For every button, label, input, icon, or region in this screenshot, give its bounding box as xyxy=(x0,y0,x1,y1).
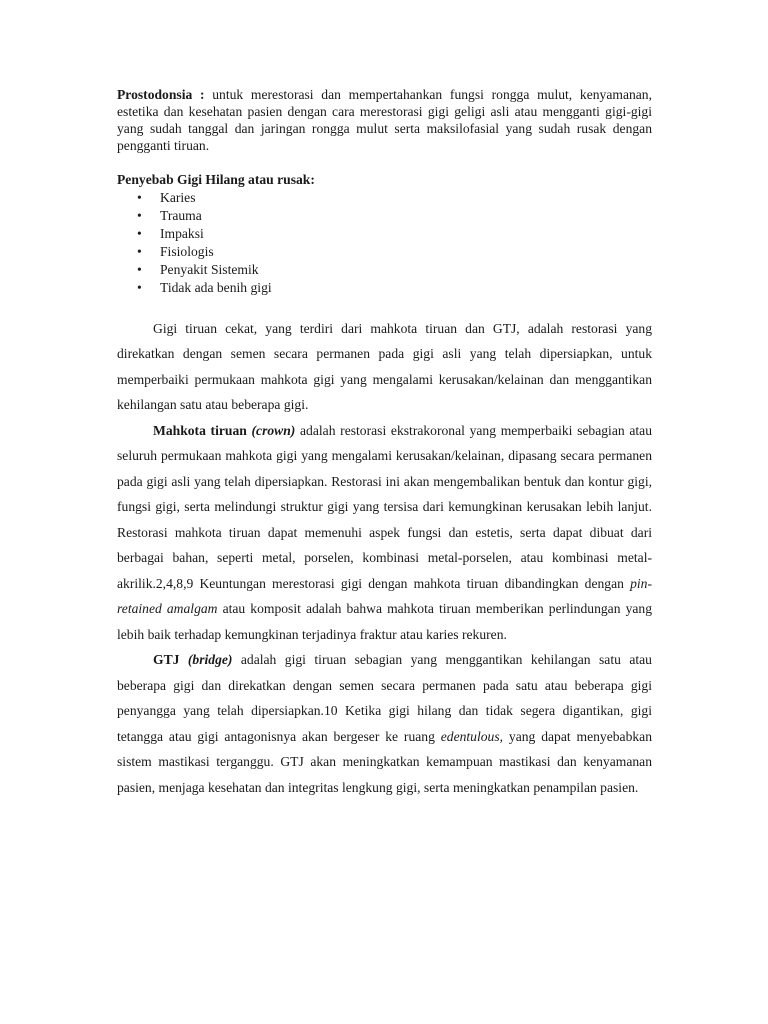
list-item xyxy=(117,261,652,279)
crown-italic: pin-retained amalgam xyxy=(117,575,652,616)
crown-term-italic: (crown) xyxy=(251,422,296,438)
list-item xyxy=(117,243,652,261)
intro-paragraph xyxy=(117,86,652,154)
list-item-label: Penyakit Sistemik xyxy=(160,261,259,277)
list-item-label: Karies xyxy=(160,189,196,205)
bullet-icon: • xyxy=(137,261,142,277)
bridge-text-b: , yang dapat menyebabkan sistem mastikasi terganggu. GTJ akan meningkatkan kemampuan mastikasi dan kenyamanan pasien, menjaga kesehatan dan integritas lengkung gigi, serta meningkatkan penampilan pasien. xyxy=(117,728,652,795)
body-text xyxy=(117,316,652,801)
paragraph-crown xyxy=(117,418,652,648)
list-item xyxy=(117,207,652,225)
bridge-text-a: adalah gigi tiruan sebagian yang menggantikan kehilangan satu atau beberapa gigi dan direkatkan dengan semen secara permanen pada satu atau beberapa gigi penyangga yang telah dipersiapkan.10 Ketika gigi hilang dan tidak segera digantikan, gigi tetangga atau gigi antagonisnya akan bergeser ke ruang xyxy=(117,652,652,744)
list-item-label: Tidak ada benih gigi xyxy=(160,279,272,295)
intro-term: Prostodonsia : xyxy=(117,87,205,102)
list-item xyxy=(117,225,652,243)
crown-term: Mahkota tiruan (crown) xyxy=(153,422,296,438)
causes-heading: Penyebab Gigi Hilang atau rusak: xyxy=(117,172,315,187)
bullet-icon: • xyxy=(137,189,142,205)
bullet-icon: • xyxy=(137,207,142,223)
crown-text-a: adalah restorasi ekstrakoronal yang memperbaiki sebagian atau seluruh permukaan mahkota gigi yang mengalami kerusakan/kelainan, dipasang secara permanen pada gigi asli yang telah dipersiapkan. Restorasi ini akan mengembalikan bentuk dan kontur gigi, fungsi gigi, serta melindungi struktur gigi yang tersisa dari kemungkinan kerusakan lebih lanjut. Restorasi mahkota tiruan dapat memenuhi aspek fungsi dan estetis, serta dapat dibuat dari berbagai bahan, seperti metal, porselen, kombinasi metal-porselen, atau kombinasi metal-akrilik.2,4,8,9 Keuntungan merestorasi gigi dengan mahkota tiruan dibandingkan dengan xyxy=(117,422,652,591)
bullet-icon: • xyxy=(137,243,142,259)
intro-text: untuk merestorasi dan mempertahankan fungsi rongga mulut, kenyamanan, estetika dan kesehatan pasien dengan cara merestorasi gigi geligi asli atau mengganti gigi-gigi yang sudah tanggal dan jaringan rongga mulut serta maksilofasial yang sudah rusak dengan pengganti tiruan. xyxy=(117,87,653,153)
list-item-label: Fisiologis xyxy=(160,243,214,259)
list-item xyxy=(117,189,652,207)
paragraph-bridge xyxy=(117,647,652,800)
list-item-label: Trauma xyxy=(160,207,202,223)
bridge-term-italic: (bridge) xyxy=(187,652,233,667)
bullet-icon: • xyxy=(137,279,142,295)
bullet-icon: • xyxy=(137,225,142,241)
list-item xyxy=(117,279,652,297)
list-item-label: Impaksi xyxy=(160,225,204,241)
causes-list xyxy=(117,189,652,297)
paragraph-fixed-denture: Gigi tiruan cekat, yang terdiri dari mahkota tiruan dan GTJ, adalah restorasi yang direkatkan dengan semen secara permanen pada gigi asli yang telah dipersiapkan, untuk memperbaiki permukaan mahkota gigi yang mengalami kerusakan/kelainan dan menggantikan kehilangan satu atau beberapa gigi. xyxy=(117,320,652,412)
bridge-italic: edentulous xyxy=(440,728,500,744)
crown-text-b: atau komposit adalah bahwa mahkota tiruan memberikan perlindungan yang lebih baik terhadap kemungkinan terjadinya fraktur atau karies rekuren. xyxy=(117,601,653,642)
document-page xyxy=(117,86,652,800)
bridge-term: GTJ (bridge) xyxy=(153,652,233,667)
